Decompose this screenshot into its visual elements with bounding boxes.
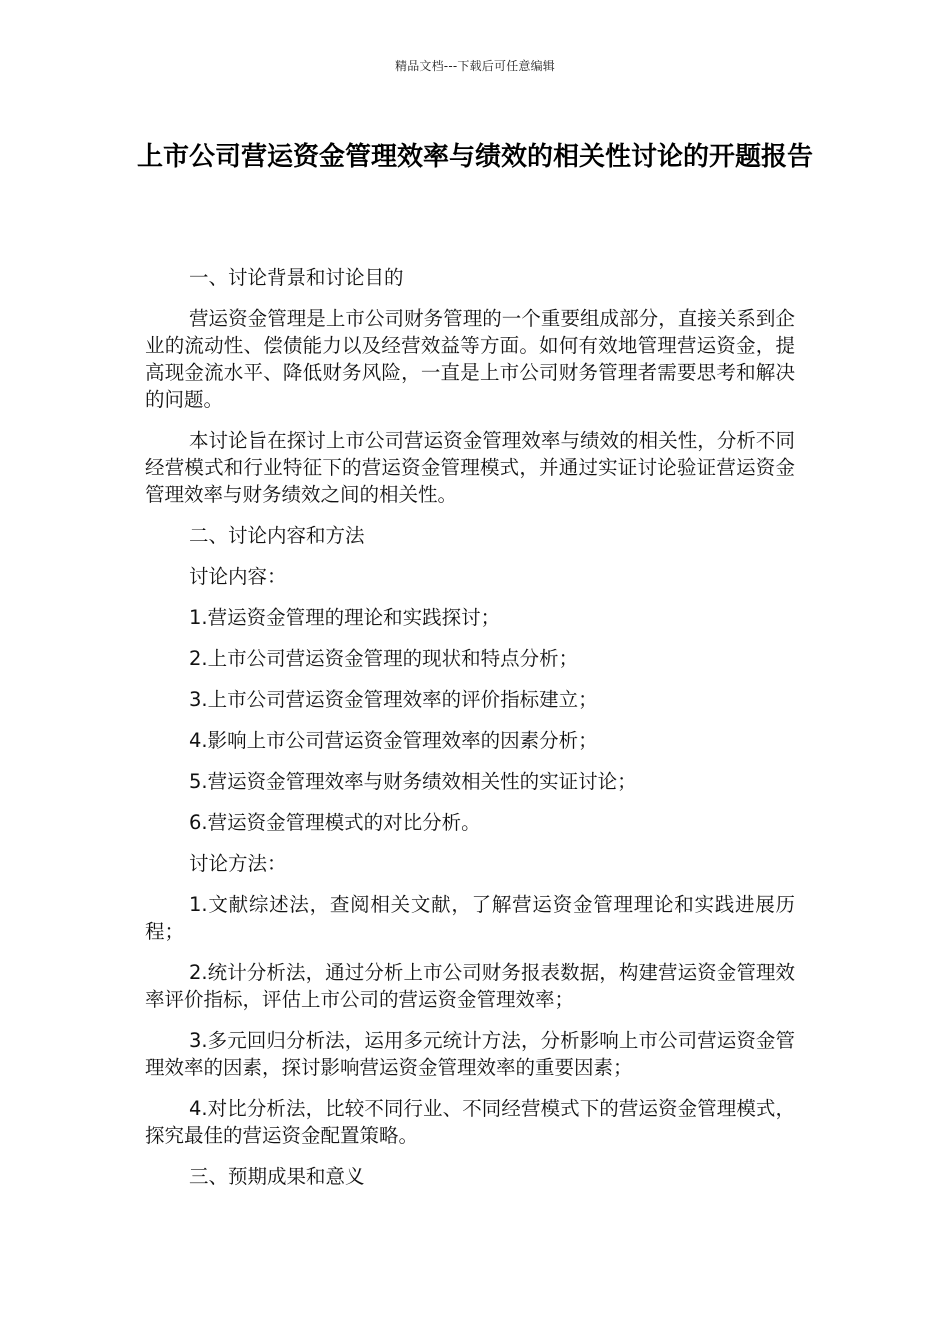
section-heading-background: 一、讨论背景和讨论目的 xyxy=(189,266,404,289)
list-item: 5.营运资金管理效率与财务绩效相关性的实证讨论； xyxy=(189,770,637,793)
section-heading-outcomes: 三、预期成果和意义 xyxy=(189,1165,365,1188)
subheading-content: 讨论内容： xyxy=(189,565,287,588)
list-item: 1.文献综述法，查阅相关文献，了解营运资金管理理论和实践进展历程； xyxy=(145,893,795,943)
document-title: 上市公司营运资金管理效率与绩效的相关性讨论的开题报告 xyxy=(136,142,813,172)
list-item: 3.上市公司营运资金管理效率的评价指标建立； xyxy=(189,688,598,711)
document-body xyxy=(145,264,795,1204)
body-paragraph: 本讨论旨在探讨上市公司营运资金管理效率与绩效的相关性，分析不同经营模式和行业特征下的营运资金管理模式，并通过实证讨论验证营运资金管理效率与财务绩效之间的相关性。 xyxy=(145,429,795,506)
list-item: 4.对比分析法，比较不同行业、不同经营模式下的营运资金管理模式，探究最佳的营运资金配置策略。 xyxy=(145,1097,795,1147)
list-item: 1.营运资金管理的理论和实践探讨； xyxy=(189,606,501,629)
list-item: 3.多元回归分析法，运用多元统计方法，分析影响上市公司营运资金管理效率的因素，探讨影响营运资金管理效率的重要因素； xyxy=(145,1029,795,1079)
list-item: 6.营运资金管理模式的对比分析。 xyxy=(189,811,481,834)
list-item: 4.影响上市公司营运资金管理效率的因素分析； xyxy=(189,729,598,752)
list-item: 2.统计分析法，通过分析上市公司财务报表数据，构建营运资金管理效率评价指标，评估上市公司的营运资金管理效率； xyxy=(145,961,795,1011)
header-note: 精品文档---下载后可任意编辑 xyxy=(395,59,555,73)
body-paragraph: 营运资金管理是上市公司财务管理的一个重要组成部分，直接关系到企业的流动性、偿债能力以及经营效益等方面。如何有效地管理营运资金，提高现金流水平、降低财务风险，一直是上市公司财务管理者需要思考和解决的问题。 xyxy=(145,307,795,411)
section-heading-content-method: 二、讨论内容和方法 xyxy=(189,524,365,547)
list-item: 2.上市公司营运资金管理的现状和特点分析； xyxy=(189,647,579,670)
subheading-method: 讨论方法： xyxy=(189,852,287,875)
